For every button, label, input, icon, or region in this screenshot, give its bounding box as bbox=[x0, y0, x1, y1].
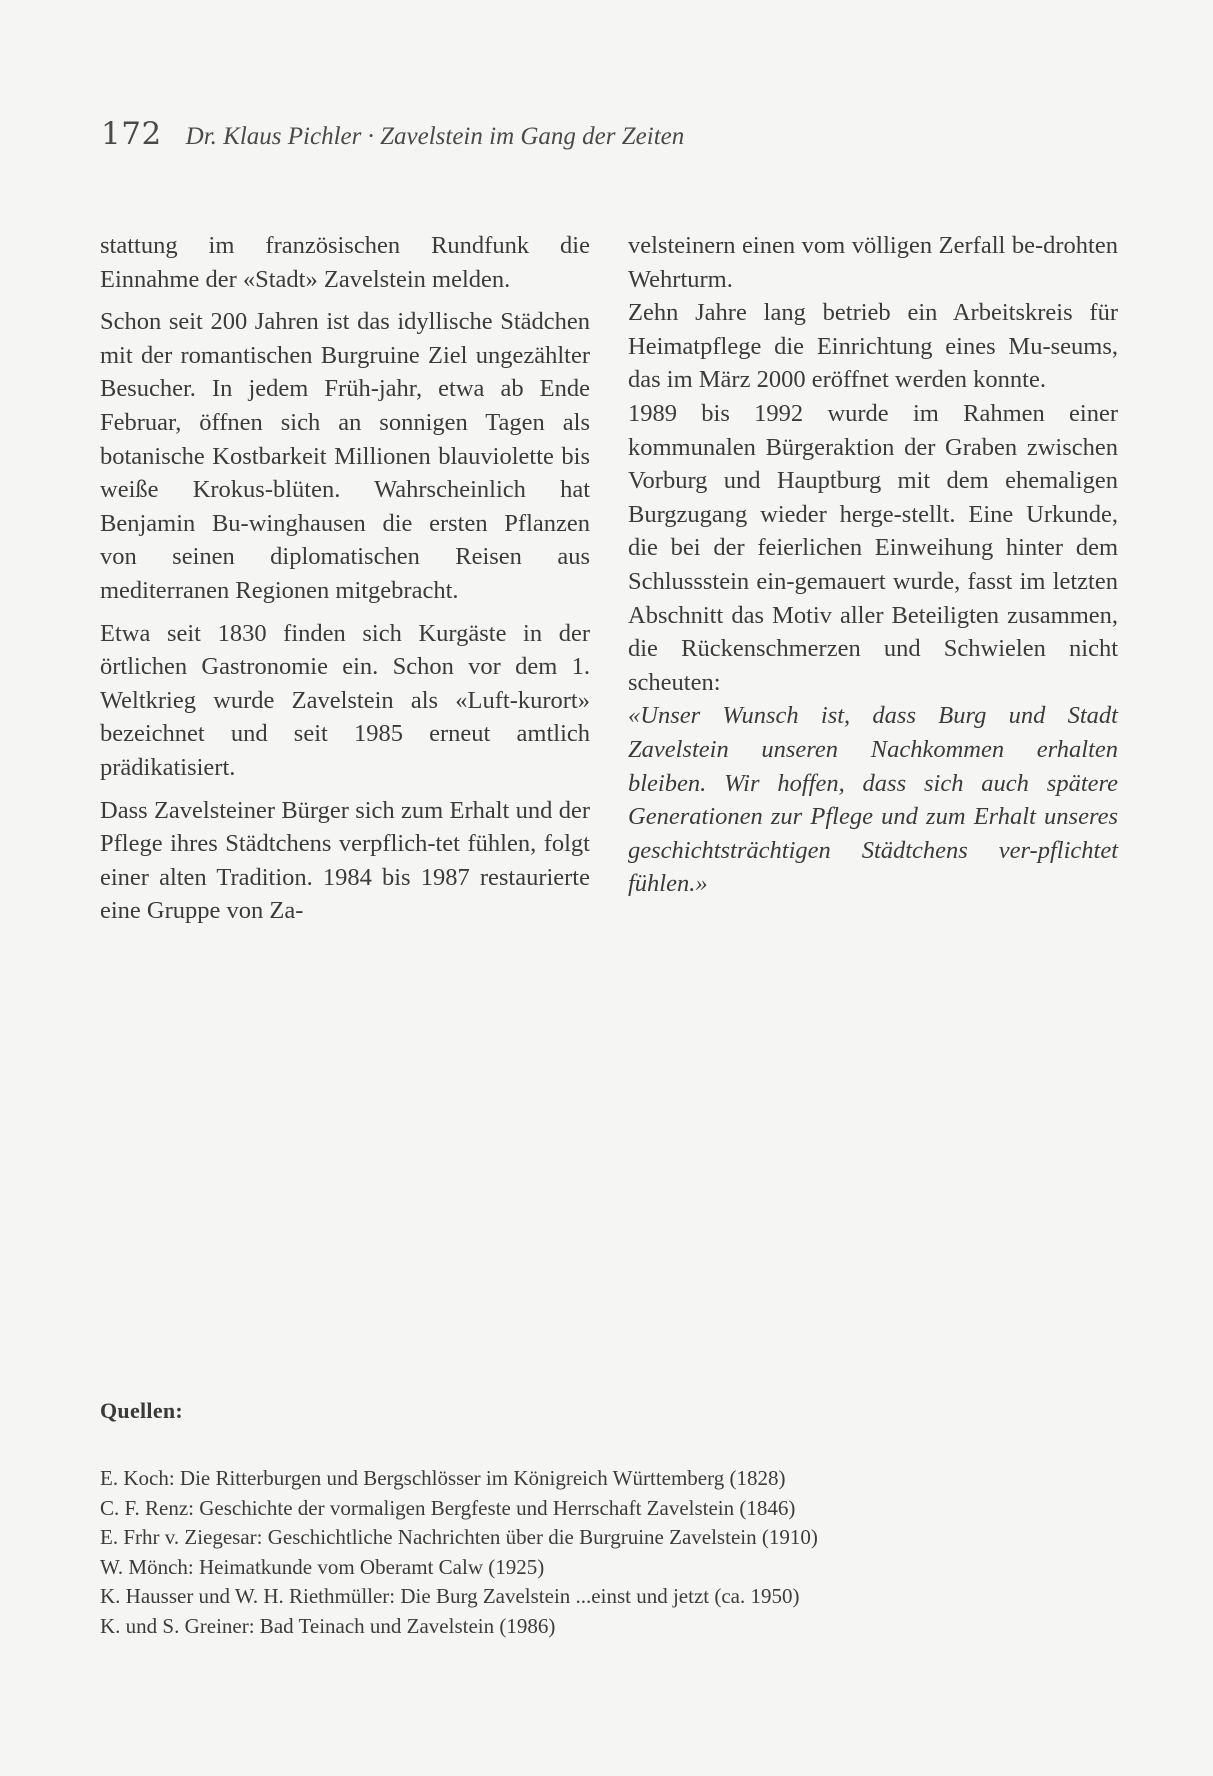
paragraph: Zehn Jahre lang betrieb ein Arbeitskreis für Heimatpflege die Einrichtung eines Mu-seums, das im März 2000 eröffnet werden konnte. bbox=[628, 299, 1118, 394]
paragraph: Etwa seit 1830 finden sich Kurgäste in der örtlichen Gastronomie ein. Schon vor dem 1. Weltkrieg wurde Zavelstein als «Luft-kurort» bezeichnet und seit 1985 erneut amtlich prädikatisiert. bbox=[100, 619, 590, 781]
page-number: 172 bbox=[101, 116, 162, 152]
sources-list bbox=[100, 1464, 818, 1641]
source-item: K. Hausser und W. H. Riethmüller: Die Burg Zavelstein ...einst und jetzt (ca. 1950) bbox=[100, 1584, 800, 1608]
source-item: E. Frhr v. Ziegesar: Geschichtliche Nachrichten über die Burgruine Zavelstein (1910) bbox=[100, 1525, 818, 1549]
page-header bbox=[101, 116, 684, 156]
paragraph: 1989 bis 1992 wurde im Rahmen einer kommunalen Bürgeraktion der Graben zwischen Vorburg und Hauptburg mit dem ehemaligen Burgzugang wieder herge-stellt. Eine Urkunde, die bei der feierlichen Einweihung hinter dem Schlussstein ein-gemauert wurde, fasst im letzten Abschnitt das Motiv aller Beteiligten zusammen, die Rückenschmerzen und Schwielen nicht scheuten: bbox=[628, 399, 1118, 696]
running-head: Dr. Klaus Pichler · Zavelstein im Gang der Zeiten bbox=[185, 123, 685, 150]
paragraph: Schon seit 200 Jahren ist das idyllische Städchen mit der romantischen Burgruine Ziel ungezählter Besucher. In jedem Früh-jahr, etwa ab Ende Februar, öffnen sich an sonnigen Tagen als botanische Kostbarkeit Millionen blauviolette bis weiße Krokus-blüten. Wahrscheinlich hat Benjamin Bu-winghausen die ersten Pflanzen von seinen diplomatischen Reisen aus mediterranen Regionen mitgebracht. bbox=[100, 308, 590, 604]
quote-paragraph: «Unser Wunsch ist, dass Burg und Stadt Zavelstein unseren Nachkommen erhalten bleiben. Wir hoffen, dass sich auch spätere Generationen zur Pflege und zum Erhalt unseres geschichtsträchtigen Städtchens ver-pflichtet fühlen.» bbox=[628, 702, 1118, 898]
sources-heading: Quellen: bbox=[100, 1398, 184, 1423]
source-item: C. F. Renz: Geschichte der vormaligen Bergfeste und Herrschaft Zavelstein (1846) bbox=[100, 1495, 796, 1520]
paragraph: stattung im französischen Rundfunk die Einnahme der «Stadt» Zavelstein melden. bbox=[100, 232, 590, 293]
source-item: W. Mönch: Heimatkunde vom Oberamt Calw (1925) bbox=[100, 1554, 545, 1579]
left-column bbox=[100, 229, 590, 937]
source-item: K. und S. Greiner: Bad Teinach und Zavelstein (1986) bbox=[100, 1613, 556, 1638]
paragraph: velsteinern einen vom völligen Zerfall be-drohten Wehrturm. bbox=[628, 232, 1118, 293]
source-item: E. Koch: Die Ritterburgen und Bergschlösser im Königreich Württemberg (1828) bbox=[100, 1466, 786, 1490]
paragraph: Dass Zavelsteiner Bürger sich zum Erhalt und der Pflege ihres Städtchens verpflich-tet fühlen, folgt einer alten Tradition. 1984 bis 1987 restaurierte eine Gruppe von Za- bbox=[100, 796, 590, 925]
right-column bbox=[628, 229, 1118, 901]
